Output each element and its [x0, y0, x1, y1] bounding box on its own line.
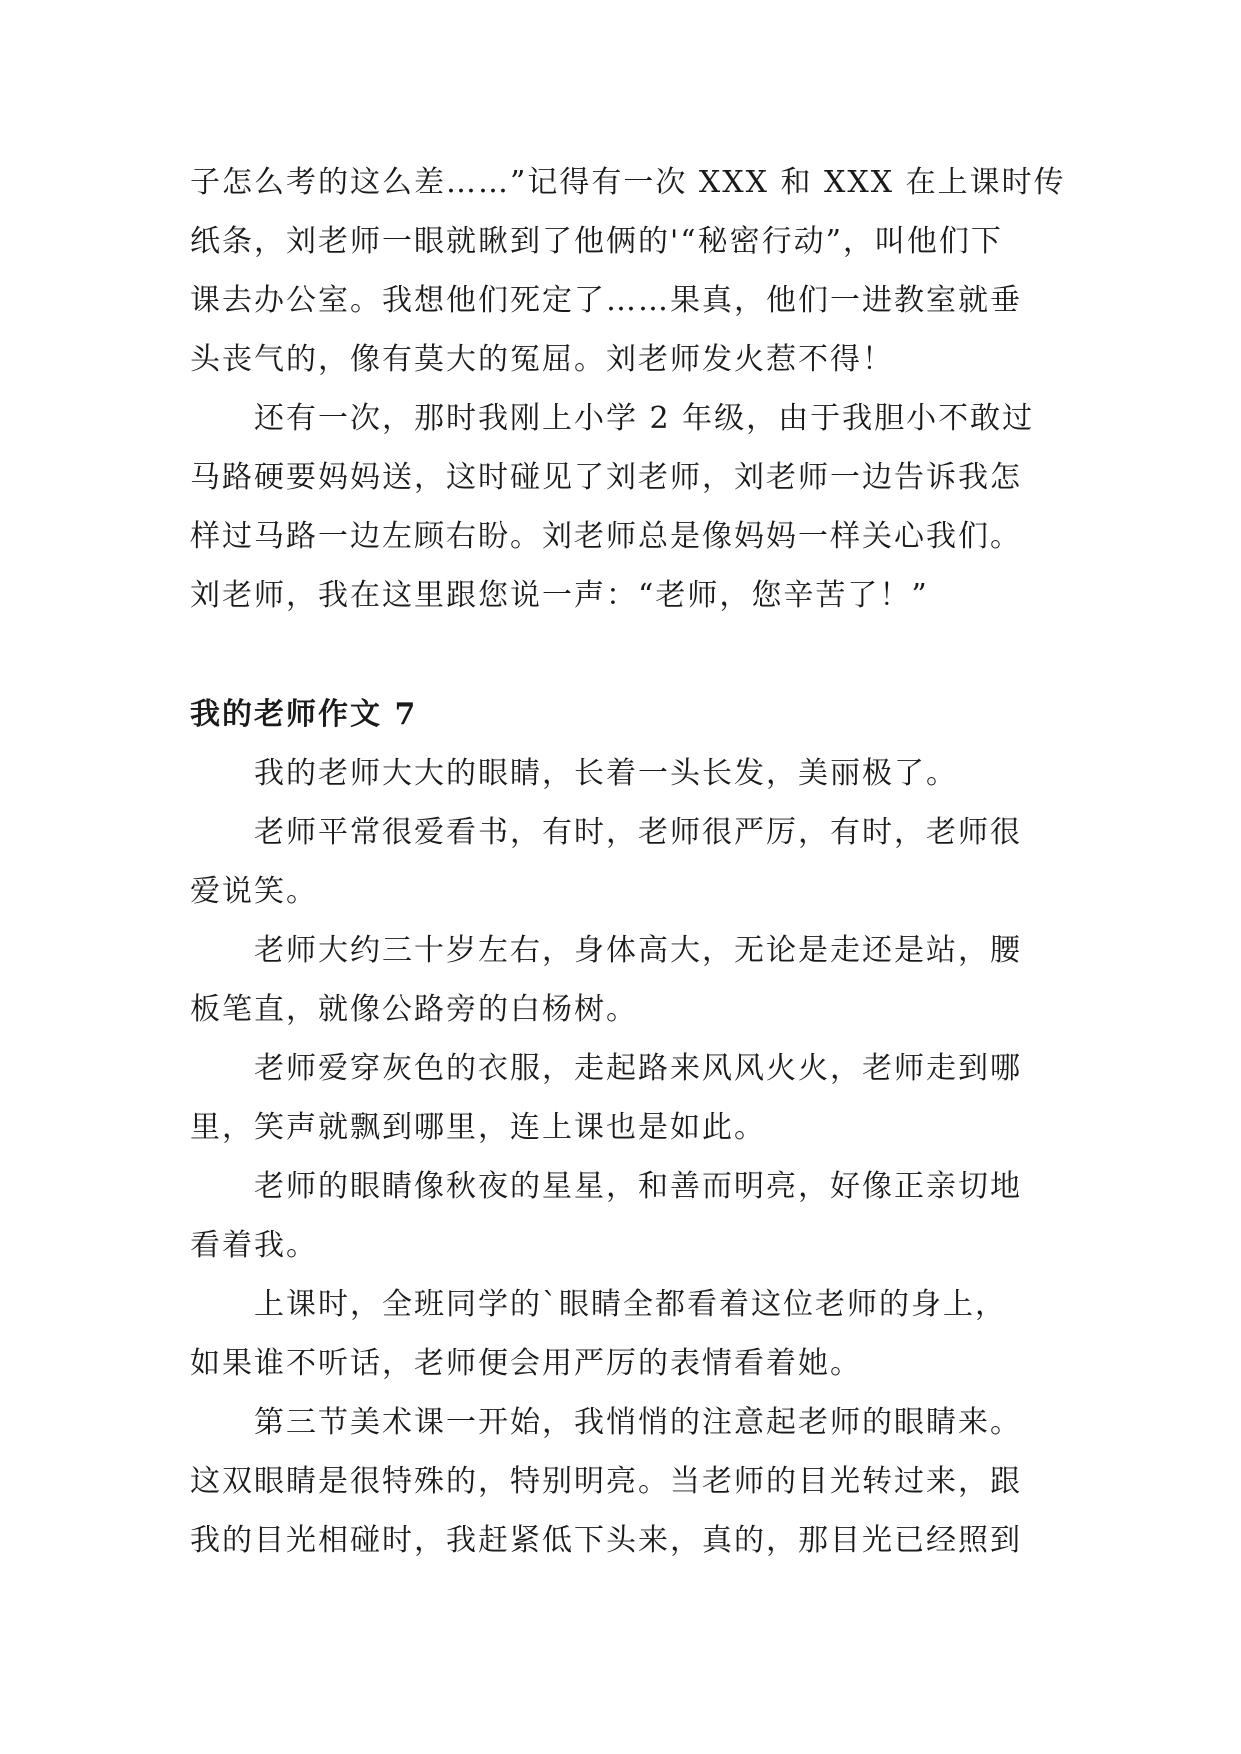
paragraph: [190, 389, 1070, 625]
paragraph: [190, 1275, 1070, 1393]
text-line: 第三节美术课一开始，我悄悄的注意起老师的眼睛来。: [254, 1405, 1022, 1440]
text-line: 这双眼睛是很特殊的，特别明亮。当老师的目光转过来，跟: [190, 1464, 1022, 1499]
text-line: 样过马路一边左顾右盼。刘老师总是像妈妈一样关心我们。: [190, 519, 1022, 554]
section-title: 我的老师作文 7: [190, 697, 418, 732]
text-line: 马路硬要妈妈送，这时碰见了刘老师，刘老师一边告诉我怎: [190, 460, 1022, 495]
text-line: 老师的眼睛像秋夜的星星，和善而明亮，好像正亲切地: [254, 1169, 1022, 1204]
paragraph: [190, 744, 1070, 803]
text-line: 看着我。: [190, 1228, 318, 1263]
paragraph: [190, 803, 1070, 921]
text-line: 老师大约三十岁左右，身体高大，无论是走还是站，腰: [254, 933, 1022, 968]
paragraph: [190, 1393, 1070, 1570]
text-line: 如果谁不听话，老师便会用严厉的表情看着她。: [190, 1346, 862, 1381]
text-line: 板笔直，就像公路旁的白杨树。: [190, 992, 638, 1027]
text-line: 爱说笑。: [190, 874, 318, 909]
text-line: 老师爱穿灰色的衣服，走起路来风风火火，老师走到哪: [254, 1051, 1022, 1086]
paragraph: [190, 921, 1070, 1039]
text-line: 上课时，全班同学的`眼睛全都看着这位老师的身上，: [254, 1287, 1007, 1322]
text-line: 还有一次，那时我刚上小学 2 年级，由于我胆小不敢过: [254, 401, 1035, 436]
text-line: 子怎么考的这么差……”记得有一次 XXX 和 XXX 在上课时传: [190, 165, 1066, 200]
text-line: 课去办公室。我想他们死定了……果真，他们一进教室就垂: [190, 283, 1022, 318]
paragraph: [190, 1157, 1070, 1275]
text-line: 纸条，刘老师一眼就瞅到了他俩的'“秘密行动”，叫他们下: [190, 224, 1003, 259]
text-line: 老师平常很爱看书，有时，老师很严厉，有时，老师很: [254, 815, 1022, 850]
text-line: 我的老师大大的眼睛，长着一头长发，美丽极了。: [254, 756, 958, 791]
text-line: 我的目光相碰时，我赶紧低下头来，真的，那目光已经照到: [190, 1523, 1022, 1558]
paragraph: [190, 153, 1070, 389]
document-body: [190, 153, 1070, 1570]
text-line: 刘老师，我在这里跟您说一声：“老师，您辛苦了！”: [190, 578, 929, 613]
text-line: 头丧气的，像有莫大的冤屈。刘老师发火惹不得！: [190, 342, 894, 377]
paragraph: [190, 1039, 1070, 1157]
text-line: 里，笑声就飘到哪里，连上课也是如此。: [190, 1110, 766, 1145]
